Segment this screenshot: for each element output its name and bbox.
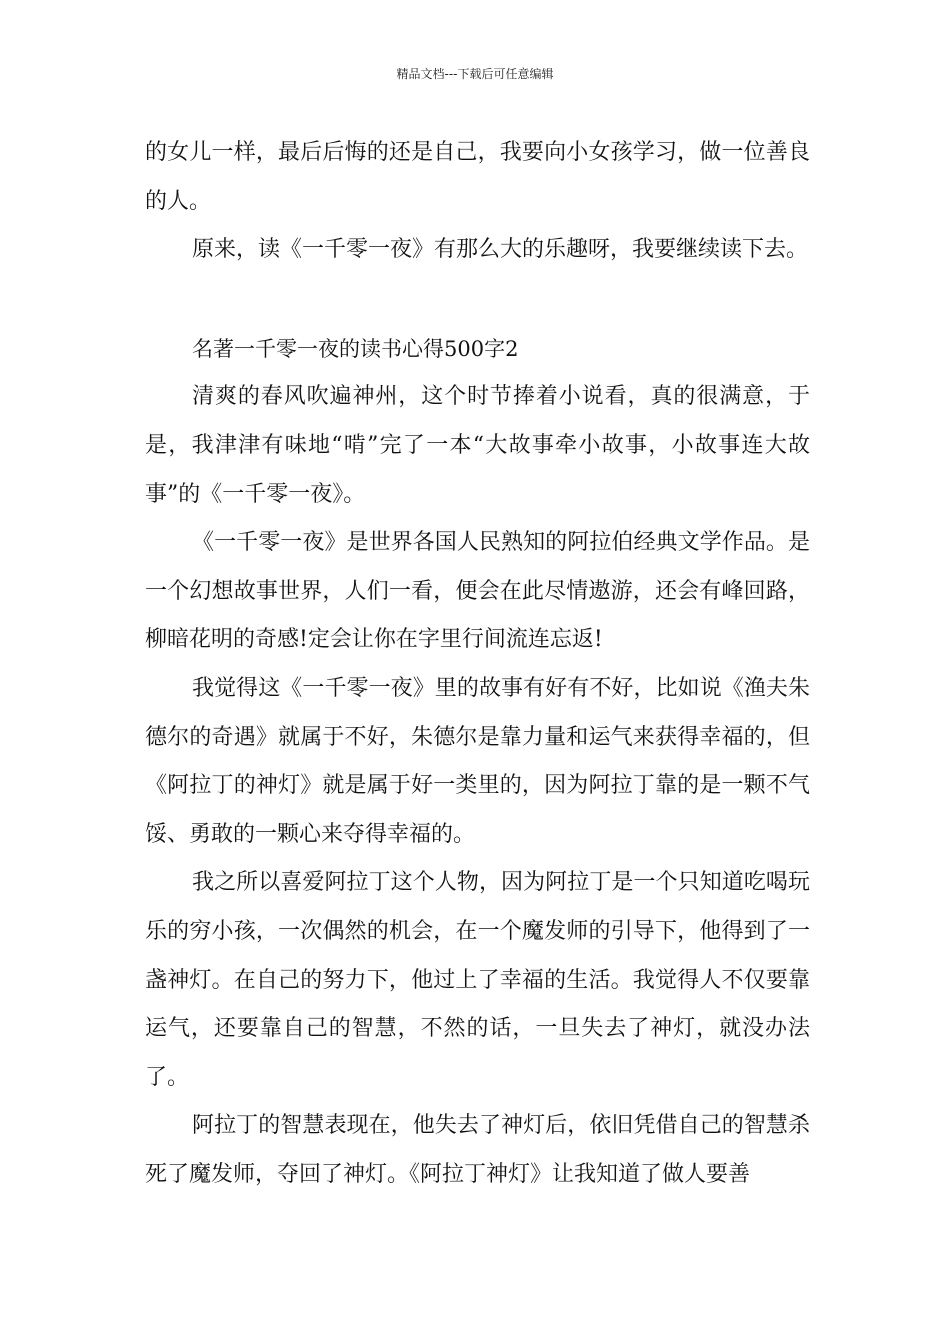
paragraph-intro: 清爽的春风吹遍神州，这个时节捧着小说看，真的很满意，于是，我津津有味地“啃”完了一本“大故事牵小故事，小故事连大故事”的《一千零一夜》。 — [145, 384, 810, 507]
section-heading: 名著一千零一夜的读书心得500字2 — [192, 336, 519, 361]
paragraph-comparison: 我觉得这《一千零一夜》里的故事有好有不好，比如说《渔夫朱德尔的奇遇》就属于不好，朱德尔是靠力量和运气来获得幸福的，但《阿拉丁的神灯》就是属于好一类里的，因为阿拉丁靠的是一颗不气馁、勇敢的一颗心来夺得幸福的。 — [145, 675, 810, 847]
paragraph-wisdom: 阿拉丁的智慧表现在，他失去了神灯后，依旧凭借自己的智慧杀死了魔发师，夺回了神灯。《阿拉丁神灯》让我知道了做人要善 — [145, 1113, 810, 1187]
page-header: 精品文档---下载后可任意编辑 — [396, 67, 554, 81]
paragraph-continuation: 的女儿一样，最后后悔的还是自己，我要向小女孩学习，做一位善良的人。 — [145, 140, 810, 214]
paragraph-character: 我之所以喜爱阿拉丁这个人物，因为阿拉丁是一个只知道吃喝玩乐的穷小孩，一次偶然的机会，在一个魔发师的引导下，他得到了一盏神灯。在自己的努力下，他过上了幸福的生活。我觉得人不仅要靠运气，还要靠自己的智慧，不然的话，一旦失去了神灯，就没办法了。 — [145, 870, 810, 1090]
paragraph-conclusion: 原来，读《一千零一夜》有那么大的乐趣呀，我要继续读下去。 — [192, 237, 809, 263]
section-gap — [145, 275, 810, 325]
document-body — [145, 129, 810, 1199]
paragraph-description: 《一千零一夜》是世界各国人民熟知的阿拉伯经典文学作品。是一个幻想故事世界，人们一看，便会在此尽情遨游，还会有峰回路，柳暗花明的奇感!定会让你在字里行间流连忘返! — [145, 530, 810, 653]
